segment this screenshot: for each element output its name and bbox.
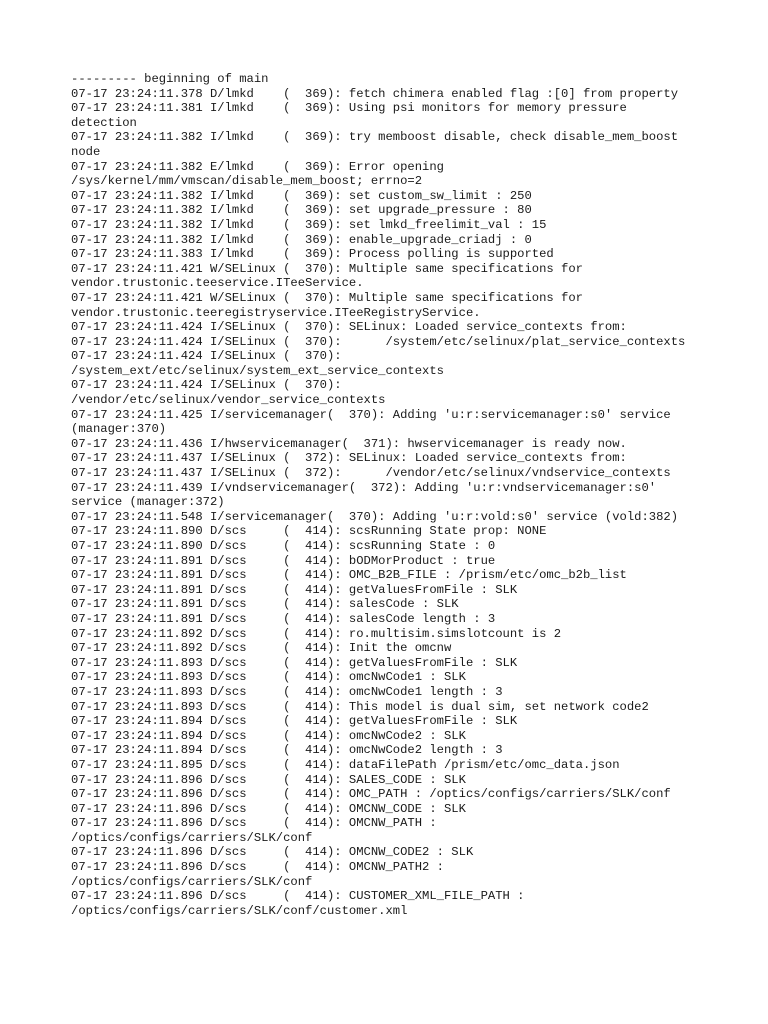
log-line: 07-17 23:24:11.896 D/scs ( 414): SALES_CODE : SLK <box>71 772 466 787</box>
log-line: 07-17 23:24:11.896 D/scs ( 414): OMCNW_CODE : SLK <box>71 801 466 816</box>
log-line: 07-17 23:24:11.893 D/scs ( 414): getValuesFromFile : SLK <box>71 655 518 670</box>
log-line: 07-17 23:24:11.382 I/lmkd ( 369): set lmkd_freelimit_val : 15 <box>71 217 547 232</box>
log-line: 07-17 23:24:11.894 D/scs ( 414): getValuesFromFile : SLK <box>71 714 518 729</box>
log-line: 07-17 23:24:11.896 D/scs ( 414): OMC_PATH : /optics/configs/carriers/SLK/conf <box>71 787 671 802</box>
log-line: 07-17 23:24:11.894 D/scs ( 414): omcNwCode2 : SLK <box>71 728 466 743</box>
log-line: detection <box>71 115 137 130</box>
log-line: 07-17 23:24:11.896 D/scs ( 414): CUSTOMER_XML_FILE_PATH : <box>71 889 525 904</box>
log-line: /optics/configs/carriers/SLK/conf/customer.xml <box>71 903 408 918</box>
log-line: 07-17 23:24:11.424 I/SELinux ( 370): SELinux: Loaded service_contexts from: <box>71 320 627 335</box>
log-line: 07-17 23:24:11.896 D/scs ( 414): OMCNW_PATH : <box>71 816 437 831</box>
log-line: node <box>71 144 101 159</box>
log-line: 07-17 23:24:11.437 I/SELinux ( 372): /vendor/etc/selinux/vndservice_contexts <box>71 466 671 481</box>
log-line: 07-17 23:24:11.893 D/scs ( 414): omcNwCode1 length : 3 <box>71 684 503 699</box>
log-line: 07-17 23:24:11.437 I/SELinux ( 372): SELinux: Loaded service_contexts from: <box>71 451 627 466</box>
log-line: 07-17 23:24:11.892 D/scs ( 414): Init the omcnw <box>71 641 452 656</box>
log-line: 07-17 23:24:11.893 D/scs ( 414): This model is dual sim, set network code2 <box>71 699 649 714</box>
log-line: vendor.trustonic.teeservice.ITeeService. <box>71 276 364 291</box>
log-line: 07-17 23:24:11.382 I/lmkd ( 369): try memboost disable, check disable_mem_boost <box>71 130 679 145</box>
log-line: 07-17 23:24:11.896 D/scs ( 414): OMCNW_PATH2 : <box>71 860 444 875</box>
log-line: 07-17 23:24:11.548 I/servicemanager( 370): Adding 'u:r:vold:s0' service (vold:382) <box>71 509 679 524</box>
log-line: vendor.trustonic.teeregistryservice.ITeeRegistryService. <box>71 305 481 320</box>
log-line: 07-17 23:24:11.421 W/SELinux ( 370): Multiple same specifications for <box>71 261 583 276</box>
log-line: 07-17 23:24:11.891 D/scs ( 414): bODMorProduct : true <box>71 553 496 568</box>
log-line: 07-17 23:24:11.421 W/SELinux ( 370): Multiple same specifications for <box>71 290 583 305</box>
log-line: 07-17 23:24:11.382 E/lmkd ( 369): Error opening <box>71 159 444 174</box>
log-line: 07-17 23:24:11.439 I/vndservicemanager( 372): Adding 'u:r:vndservicemanager:s0' <box>71 480 657 495</box>
log-line: 07-17 23:24:11.891 D/scs ( 414): salesCode : SLK <box>71 597 459 612</box>
log-line: service (manager:372) <box>71 495 225 510</box>
log-line: 07-17 23:24:11.891 D/scs ( 414): OMC_B2B_FILE : /prism/etc/omc_b2b_list <box>71 568 627 583</box>
log-line: 07-17 23:24:11.424 I/SELinux ( 370): <box>71 378 342 393</box>
log-line: 07-17 23:24:11.378 D/lmkd ( 369): fetch chimera enabled flag :[0] from property <box>71 86 679 101</box>
log-line: 07-17 23:24:11.896 D/scs ( 414): OMCNW_CODE2 : SLK <box>71 845 474 860</box>
log-text-block <box>71 72 685 918</box>
log-line: 07-17 23:24:11.424 I/SELinux ( 370): /system/etc/selinux/plat_service_contexts <box>71 334 686 349</box>
log-line: /optics/configs/carriers/SLK/conf <box>71 830 313 845</box>
log-line: 07-17 23:24:11.894 D/scs ( 414): omcNwCode2 length : 3 <box>71 743 503 758</box>
log-line: 07-17 23:24:11.890 D/scs ( 414): scsRunning State : 0 <box>71 539 496 553</box>
log-line: 07-17 23:24:11.891 D/scs ( 414): salesCode length : 3 <box>71 611 496 626</box>
log-line: 07-17 23:24:11.892 D/scs ( 414): ro.multisim.simslotcount is 2 <box>71 626 562 641</box>
log-line: 07-17 23:24:11.891 D/scs ( 414): getValuesFromFile : SLK <box>71 582 518 597</box>
log-line: /optics/configs/carriers/SLK/conf <box>71 874 313 889</box>
log-line: 07-17 23:24:11.890 D/scs ( 414): scsRunning State prop: NONE <box>71 524 547 539</box>
log-line: 07-17 23:24:11.382 I/lmkd ( 369): enable_upgrade_criadj : 0 <box>71 232 532 247</box>
log-line: --------- beginning of main <box>71 72 269 86</box>
log-line: /sys/kernel/mm/vmscan/disable_mem_boost; errno=2 <box>71 174 423 189</box>
log-line: /system_ext/etc/selinux/system_ext_service_contexts <box>71 363 444 378</box>
log-line: (manager:370) <box>71 422 167 437</box>
log-line: 07-17 23:24:11.425 I/servicemanager( 370): Adding 'u:r:servicemanager:s0' service <box>71 407 671 422</box>
log-line: 07-17 23:24:11.895 D/scs ( 414): dataFilePath /prism/etc/omc_data.json <box>71 757 620 772</box>
log-line: /vendor/etc/selinux/vendor_service_contexts <box>71 393 386 408</box>
log-line: 07-17 23:24:11.383 I/lmkd ( 369): Process polling is supported <box>71 247 554 262</box>
log-line: 07-17 23:24:11.436 I/hwservicemanager( 371): hwservicemanager is ready now. <box>71 436 627 451</box>
log-line: 07-17 23:24:11.382 I/lmkd ( 369): set upgrade_pressure : 80 <box>71 203 532 218</box>
log-line: 07-17 23:24:11.424 I/SELinux ( 370): <box>71 349 342 364</box>
log-line: 07-17 23:24:11.893 D/scs ( 414): omcNwCode1 : SLK <box>71 670 466 685</box>
log-line: 07-17 23:24:11.382 I/lmkd ( 369): set custom_sw_limit : 250 <box>71 188 532 203</box>
log-line: 07-17 23:24:11.381 I/lmkd ( 369): Using psi monitors for memory pressure <box>71 101 627 116</box>
